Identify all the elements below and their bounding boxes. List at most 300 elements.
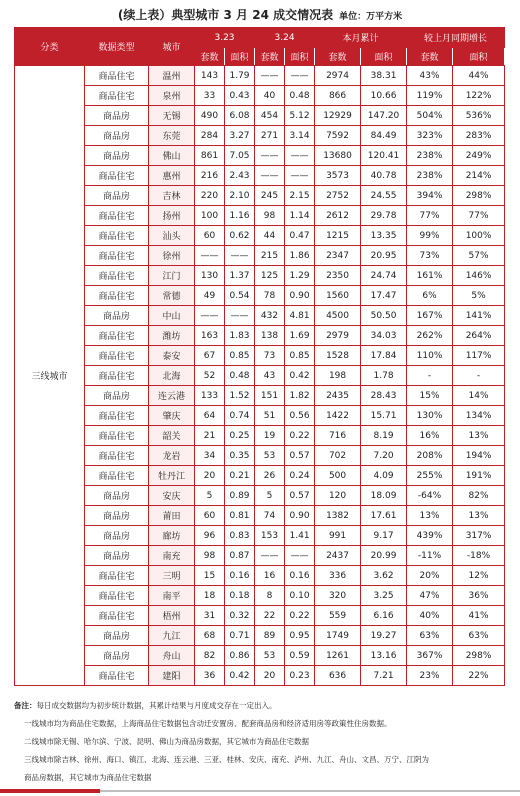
sets-323-cell: 163	[195, 326, 225, 346]
sets-324-cell: 74	[255, 506, 285, 526]
city-cell: 连云港	[149, 386, 195, 406]
area-324-cell: 1.41	[285, 526, 315, 546]
header-date-324: 3.24	[255, 28, 315, 48]
area-324-cell: 0.56	[285, 406, 315, 426]
month-sets-cell: 4500	[315, 306, 361, 326]
subheader-area: 面积	[453, 48, 505, 66]
table-row	[15, 586, 505, 606]
sets-324-cell: 44	[255, 226, 285, 246]
growth-area-cell: 5%	[453, 286, 505, 306]
month-sets-cell: 1261	[315, 646, 361, 666]
unit-label: 单位：万平方米	[339, 12, 403, 22]
header-month-total: 本月累计	[315, 28, 407, 48]
sets-323-cell: ——	[195, 306, 225, 326]
data-type-cell: 商品住宅	[85, 426, 149, 446]
sets-324-cell: 5	[255, 486, 285, 506]
month-sets-cell: 3573	[315, 166, 361, 186]
area-324-cell: 0.47	[285, 226, 315, 246]
month-area-cell: 9.17	[361, 526, 407, 546]
table-row	[15, 546, 505, 566]
area-323-cell: 0.86	[225, 646, 255, 666]
area-323-cell: 6.08	[225, 106, 255, 126]
month-sets-cell: 1422	[315, 406, 361, 426]
data-type-cell: 商品房	[85, 646, 149, 666]
sets-324-cell: 20	[255, 666, 285, 686]
area-323-cell: 0.54	[225, 286, 255, 306]
month-area-cell: 20.95	[361, 246, 407, 266]
note-line: 三线城市除吉林、徐州、海口、镇江、北海、连云港、三亚、桂林、安庆、南充、泸州、九江、舟山、文昌、万宁、江阴为	[24, 755, 429, 764]
growth-sets-cell: 167%	[407, 306, 453, 326]
sets-323-cell: 15	[195, 566, 225, 586]
growth-sets-cell: 238%	[407, 146, 453, 166]
growth-area-cell: 22%	[453, 666, 505, 686]
growth-area-cell: -	[453, 366, 505, 386]
sets-324-cell: 26	[255, 466, 285, 486]
growth-area-cell: 249%	[453, 146, 505, 166]
category-cell: 三线城市	[15, 66, 85, 686]
note-line: 一线城市均为商品住宅数据，上海商品住宅数据包含动迁安置房、配套商品房和经济适用房等政策性住房数据。	[24, 719, 392, 728]
month-sets-cell: 559	[315, 606, 361, 626]
growth-area-cell: 100%	[453, 226, 505, 246]
growth-area-cell: 298%	[453, 186, 505, 206]
growth-area-cell: 13%	[453, 426, 505, 446]
month-sets-cell: 198	[315, 366, 361, 386]
growth-sets-cell: 110%	[407, 346, 453, 366]
month-area-cell: 38.31	[361, 66, 407, 86]
month-area-cell: 24.74	[361, 266, 407, 286]
city-cell: 温州	[149, 66, 195, 86]
growth-sets-cell: -	[407, 366, 453, 386]
growth-sets-cell: 16%	[407, 426, 453, 446]
subheader-sets: 套数	[315, 48, 361, 66]
month-area-cell: 8.19	[361, 426, 407, 446]
month-area-cell: 84.49	[361, 126, 407, 146]
month-area-cell: 17.84	[361, 346, 407, 366]
city-cell: 吉林	[149, 186, 195, 206]
sets-323-cell: 68	[195, 626, 225, 646]
city-cell: 无锡	[149, 106, 195, 126]
table-row	[15, 486, 505, 506]
area-323-cell: 0.85	[225, 346, 255, 366]
growth-area-cell: 146%	[453, 266, 505, 286]
area-324-cell: 0.48	[285, 86, 315, 106]
data-type-cell: 商品住宅	[85, 246, 149, 266]
data-type-cell: 商品房	[85, 146, 149, 166]
area-324-cell: 0.10	[285, 586, 315, 606]
sets-324-cell: ——	[255, 66, 285, 86]
growth-area-cell: 536%	[453, 106, 505, 126]
table-row	[15, 566, 505, 586]
month-area-cell: 28.43	[361, 386, 407, 406]
growth-area-cell: 117%	[453, 346, 505, 366]
header-category: 分类	[15, 28, 85, 66]
month-sets-cell: 13680	[315, 146, 361, 166]
data-type-cell: 商品住宅	[85, 86, 149, 106]
table-row	[15, 526, 505, 546]
sets-324-cell: 51	[255, 406, 285, 426]
table-row	[15, 186, 505, 206]
subheader-sets: 套数	[255, 48, 285, 66]
growth-sets-cell: 20%	[407, 566, 453, 586]
table-row	[15, 286, 505, 306]
month-sets-cell: 1215	[315, 226, 361, 246]
growth-sets-cell: 40%	[407, 606, 453, 626]
month-area-cell: 120.41	[361, 146, 407, 166]
sets-324-cell: 53	[255, 646, 285, 666]
month-sets-cell: 716	[315, 426, 361, 446]
sets-324-cell: 73	[255, 346, 285, 366]
table-row	[15, 506, 505, 526]
data-type-cell: 商品住宅	[85, 666, 149, 686]
growth-area-cell: 122%	[453, 86, 505, 106]
month-sets-cell: 1749	[315, 626, 361, 646]
growth-sets-cell: 208%	[407, 446, 453, 466]
growth-sets-cell: 504%	[407, 106, 453, 126]
area-323-cell: 0.21	[225, 466, 255, 486]
growth-area-cell: 82%	[453, 486, 505, 506]
data-type-cell: 商品住宅	[85, 586, 149, 606]
sets-323-cell: 100	[195, 206, 225, 226]
city-cell: 梧州	[149, 606, 195, 626]
data-type-cell: 商品住宅	[85, 326, 149, 346]
area-323-cell: 0.62	[225, 226, 255, 246]
sets-323-cell: 133	[195, 386, 225, 406]
area-323-cell: 2.43	[225, 166, 255, 186]
city-cell: 北海	[149, 366, 195, 386]
sets-324-cell: ——	[255, 546, 285, 566]
city-cell: 龙岩	[149, 446, 195, 466]
area-323-cell: 1.83	[225, 326, 255, 346]
table-row	[15, 326, 505, 346]
area-324-cell: 1.69	[285, 326, 315, 346]
data-type-cell: 商品住宅	[85, 446, 149, 466]
month-sets-cell: 866	[315, 86, 361, 106]
growth-area-cell: 214%	[453, 166, 505, 186]
growth-area-cell: 36%	[453, 586, 505, 606]
city-cell: 南平	[149, 586, 195, 606]
month-area-cell: 13.16	[361, 646, 407, 666]
area-323-cell: 1.37	[225, 266, 255, 286]
growth-area-cell: 191%	[453, 466, 505, 486]
month-area-cell: 3.62	[361, 566, 407, 586]
city-cell: 韶关	[149, 426, 195, 446]
area-324-cell: 0.59	[285, 646, 315, 666]
month-area-cell: 17.61	[361, 506, 407, 526]
sets-324-cell: ——	[255, 166, 285, 186]
notes-section	[14, 697, 508, 787]
header-growth: 较上月同期增长	[407, 28, 505, 48]
area-324-cell: 5.12	[285, 106, 315, 126]
sets-324-cell: 153	[255, 526, 285, 546]
city-cell: 莆田	[149, 506, 195, 526]
month-area-cell: 18.09	[361, 486, 407, 506]
city-cell: 廊坊	[149, 526, 195, 546]
area-324-cell: 0.42	[285, 366, 315, 386]
data-type-cell: 商品住宅	[85, 166, 149, 186]
area-324-cell: 4.81	[285, 306, 315, 326]
table-row	[15, 646, 505, 666]
area-324-cell: 0.22	[285, 606, 315, 626]
month-sets-cell: 2347	[315, 246, 361, 266]
note-line: 商品房数据，其它城市为商品住宅数据	[24, 773, 152, 782]
growth-sets-cell: 15%	[407, 386, 453, 406]
area-324-cell: 0.85	[285, 346, 315, 366]
footer-rule-accent	[0, 789, 100, 793]
month-sets-cell: 2974	[315, 66, 361, 86]
table-row	[15, 446, 505, 466]
month-sets-cell: 636	[315, 666, 361, 686]
sets-323-cell: 52	[195, 366, 225, 386]
area-324-cell: 1.82	[285, 386, 315, 406]
header-date-323: 3.23	[195, 28, 255, 48]
sets-324-cell: 16	[255, 566, 285, 586]
area-323-cell: 0.81	[225, 506, 255, 526]
growth-sets-cell: 238%	[407, 166, 453, 186]
sets-324-cell: ——	[255, 146, 285, 166]
title-text: (续上表）典型城市 3 月 24 成交情况表	[117, 8, 334, 22]
growth-sets-cell: 13%	[407, 506, 453, 526]
city-cell: 常德	[149, 286, 195, 306]
growth-area-cell: 77%	[453, 206, 505, 226]
sets-324-cell: 271	[255, 126, 285, 146]
area-324-cell: 0.16	[285, 566, 315, 586]
area-324-cell: 0.57	[285, 446, 315, 466]
growth-area-cell: 44%	[453, 66, 505, 86]
city-cell: 舟山	[149, 646, 195, 666]
city-cell: 安庆	[149, 486, 195, 506]
note-line: 二线城市除无锡、哈尔滨、宁波、昆明、佛山为商品房数据，其它城市为商品住宅数据	[24, 737, 309, 746]
growth-sets-cell: 47%	[407, 586, 453, 606]
growth-sets-cell: 23%	[407, 666, 453, 686]
month-sets-cell: 7592	[315, 126, 361, 146]
sets-323-cell: 20	[195, 466, 225, 486]
area-323-cell: 0.71	[225, 626, 255, 646]
sets-323-cell: 31	[195, 606, 225, 626]
area-324-cell: 2.15	[285, 186, 315, 206]
note-line: 每日成交数据均为初步统计数据，其累计结果与月度成交存在一定出入。	[36, 701, 277, 710]
sets-324-cell: 215	[255, 246, 285, 266]
area-323-cell: ——	[225, 306, 255, 326]
month-area-cell: 29.78	[361, 206, 407, 226]
sets-324-cell: 454	[255, 106, 285, 126]
subheader-area: 面积	[225, 48, 255, 66]
sets-323-cell: 18	[195, 586, 225, 606]
data-type-cell: 商品房	[85, 186, 149, 206]
growth-sets-cell: 43%	[407, 66, 453, 86]
growth-area-cell: 13%	[453, 506, 505, 526]
city-cell: 肇庆	[149, 406, 195, 426]
area-324-cell: ——	[285, 546, 315, 566]
table-row	[15, 406, 505, 426]
area-323-cell: 0.32	[225, 606, 255, 626]
month-sets-cell: 2437	[315, 546, 361, 566]
growth-area-cell: 57%	[453, 246, 505, 266]
month-area-cell: 4.09	[361, 466, 407, 486]
month-sets-cell: 702	[315, 446, 361, 466]
data-type-cell: 商品房	[85, 386, 149, 406]
month-area-cell: 147.20	[361, 106, 407, 126]
month-area-cell: 34.03	[361, 326, 407, 346]
city-cell: 潍坊	[149, 326, 195, 346]
growth-sets-cell: 367%	[407, 646, 453, 666]
area-323-cell: 0.25	[225, 426, 255, 446]
table-row	[15, 106, 505, 126]
sets-324-cell: 89	[255, 626, 285, 646]
city-cell: 牡丹江	[149, 466, 195, 486]
sets-323-cell: 60	[195, 506, 225, 526]
footer-rule-line	[100, 790, 520, 792]
area-323-cell: 0.74	[225, 406, 255, 426]
footer-rule	[0, 786, 520, 796]
table-row	[15, 666, 505, 686]
growth-sets-cell: 439%	[407, 526, 453, 546]
area-323-cell: 1.52	[225, 386, 255, 406]
growth-area-cell: 298%	[453, 646, 505, 666]
area-324-cell: 1.29	[285, 266, 315, 286]
subheader-area: 面积	[361, 48, 407, 66]
data-type-cell: 商品房	[85, 306, 149, 326]
area-324-cell: 0.22	[285, 426, 315, 446]
area-323-cell: 0.42	[225, 666, 255, 686]
growth-sets-cell: 99%	[407, 226, 453, 246]
data-type-cell: 商品住宅	[85, 206, 149, 226]
city-cell: 泉州	[149, 86, 195, 106]
area-324-cell: 0.90	[285, 506, 315, 526]
growth-sets-cell: 323%	[407, 126, 453, 146]
transaction-table	[14, 27, 505, 686]
month-area-cell: 3.25	[361, 586, 407, 606]
area-323-cell: 0.16	[225, 566, 255, 586]
month-area-cell: 13.35	[361, 226, 407, 246]
sets-323-cell: 33	[195, 86, 225, 106]
page-title	[0, 6, 520, 23]
sets-323-cell: 21	[195, 426, 225, 446]
area-323-cell: 0.18	[225, 586, 255, 606]
area-323-cell: 3.27	[225, 126, 255, 146]
table-body	[15, 66, 505, 686]
sets-324-cell: 78	[255, 286, 285, 306]
area-323-cell: 1.79	[225, 66, 255, 86]
header-city: 城市	[149, 28, 195, 66]
subheader-area: 面积	[285, 48, 315, 66]
month-area-cell: 1.78	[361, 366, 407, 386]
sets-324-cell: 53	[255, 446, 285, 466]
growth-sets-cell: 6%	[407, 286, 453, 306]
area-324-cell: 1.14	[285, 206, 315, 226]
growth-area-cell: -18%	[453, 546, 505, 566]
city-cell: 三明	[149, 566, 195, 586]
sets-323-cell: 284	[195, 126, 225, 146]
table-row	[15, 206, 505, 226]
growth-sets-cell: 255%	[407, 466, 453, 486]
city-cell: 扬州	[149, 206, 195, 226]
data-type-cell: 商品住宅	[85, 266, 149, 286]
growth-area-cell: 317%	[453, 526, 505, 546]
table-row	[15, 626, 505, 646]
month-sets-cell: 120	[315, 486, 361, 506]
growth-area-cell: 283%	[453, 126, 505, 146]
city-cell: 泰安	[149, 346, 195, 366]
month-sets-cell: 991	[315, 526, 361, 546]
growth-sets-cell: 119%	[407, 86, 453, 106]
area-323-cell: ——	[225, 246, 255, 266]
month-area-cell: 50.50	[361, 306, 407, 326]
notes-label: 备注：	[14, 701, 37, 710]
city-cell: 佛山	[149, 146, 195, 166]
data-type-cell: 商品住宅	[85, 226, 149, 246]
data-type-cell: 商品房	[85, 526, 149, 546]
sets-324-cell: 98	[255, 206, 285, 226]
area-324-cell: 1.86	[285, 246, 315, 266]
subheader-sets: 套数	[407, 48, 453, 66]
sets-323-cell: 82	[195, 646, 225, 666]
sets-324-cell: 8	[255, 586, 285, 606]
area-323-cell: 0.35	[225, 446, 255, 466]
city-cell: 南充	[149, 546, 195, 566]
header-data-type: 数据类型	[85, 28, 149, 66]
area-324-cell: 0.95	[285, 626, 315, 646]
area-323-cell: 0.87	[225, 546, 255, 566]
area-323-cell: 1.16	[225, 206, 255, 226]
data-type-cell: 商品住宅	[85, 346, 149, 366]
city-cell: 中山	[149, 306, 195, 326]
data-type-cell: 商品房	[85, 626, 149, 646]
area-324-cell: 0.23	[285, 666, 315, 686]
subheader-sets: 套数	[195, 48, 225, 66]
table-row	[15, 126, 505, 146]
data-type-cell: 商品住宅	[85, 566, 149, 586]
growth-sets-cell: 77%	[407, 206, 453, 226]
growth-area-cell: 12%	[453, 566, 505, 586]
month-sets-cell: 2435	[315, 386, 361, 406]
growth-area-cell: 134%	[453, 406, 505, 426]
data-type-cell: 商品住宅	[85, 606, 149, 626]
city-cell: 惠州	[149, 166, 195, 186]
growth-area-cell: 41%	[453, 606, 505, 626]
growth-sets-cell: 161%	[407, 266, 453, 286]
month-area-cell: 19.27	[361, 626, 407, 646]
data-type-cell: 商品住宅	[85, 66, 149, 86]
growth-area-cell: 141%	[453, 306, 505, 326]
area-323-cell: 0.43	[225, 86, 255, 106]
header-row	[15, 28, 505, 48]
area-323-cell: 0.48	[225, 366, 255, 386]
data-type-cell: 商品房	[85, 506, 149, 526]
sets-324-cell: 19	[255, 426, 285, 446]
sets-323-cell: 96	[195, 526, 225, 546]
area-324-cell: 0.24	[285, 466, 315, 486]
area-324-cell: ——	[285, 66, 315, 86]
sets-323-cell: 130	[195, 266, 225, 286]
city-cell: 东莞	[149, 126, 195, 146]
table-row	[15, 226, 505, 246]
city-cell: 江门	[149, 266, 195, 286]
sets-323-cell: 64	[195, 406, 225, 426]
sets-323-cell: 490	[195, 106, 225, 126]
month-sets-cell: 500	[315, 466, 361, 486]
month-area-cell: 15.71	[361, 406, 407, 426]
month-sets-cell: 1528	[315, 346, 361, 366]
table-row	[15, 166, 505, 186]
data-type-cell: 商品房	[85, 106, 149, 126]
growth-sets-cell: 394%	[407, 186, 453, 206]
table-row	[15, 246, 505, 266]
growth-area-cell: 63%	[453, 626, 505, 646]
area-323-cell: 0.89	[225, 486, 255, 506]
sets-324-cell: 43	[255, 366, 285, 386]
table-row	[15, 86, 505, 106]
month-area-cell: 17.47	[361, 286, 407, 306]
